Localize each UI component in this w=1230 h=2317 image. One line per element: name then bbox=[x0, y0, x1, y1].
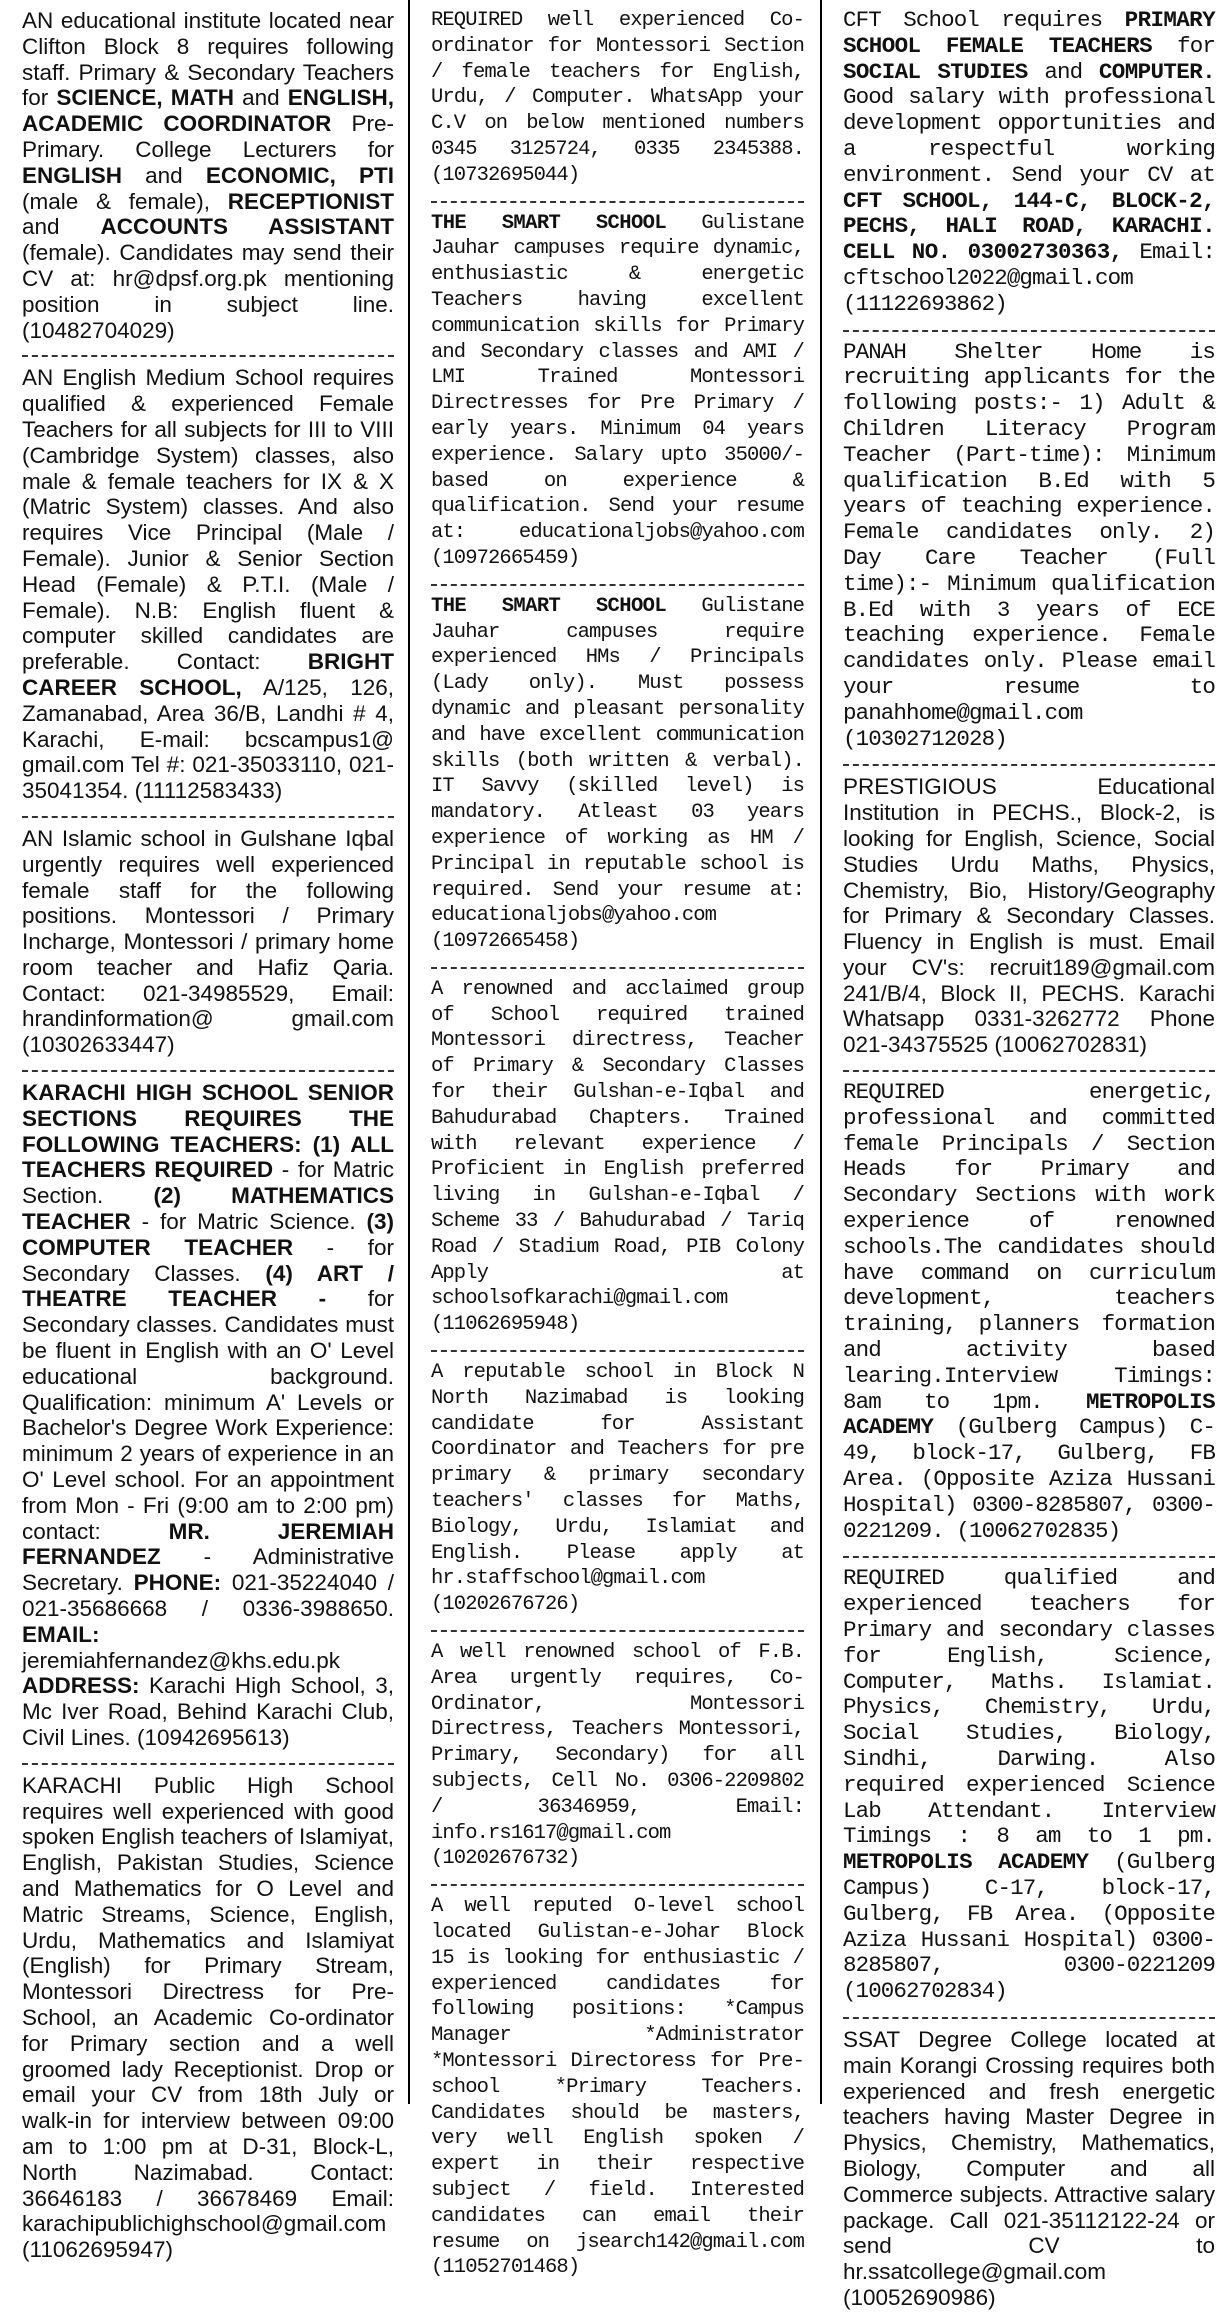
ad-text-bold: EMAIL: bbox=[22, 1621, 100, 1647]
ad-text-bold: (3) COMPUTER TEACHER bbox=[22, 1209, 394, 1260]
ad-text-bold: COMPUTER. bbox=[1098, 58, 1216, 85]
ad-text-bold: CFT SCHOOL, 144-C, BLOCK-2, PECHS, HALI ROAD, KARACHI. CELL NO. 03002730363, bbox=[843, 187, 1215, 266]
ad-text: KARACHI Public High School requires well experienced with good spoken English teachers of Islamiyat, English, Pakistan Studies, Science and Mathematics for O Level and Matric Streams, Science, English, Urdu, Mathematics and Islamiyat (English) for Primary Stream, Montessori Directress for Pre-School, an Academic Co-ordinator for Primary section and a well groomed lady Receptionist. Drop or email your CV from 18th July or walk-in for interview between 09:00 am to 1:00 pm at D-31, Block-L, North Nazimabad. Contact: 36646183 / 36678469 Email: karachipublichighschool@gmail.com (11062695947) bbox=[22, 1772, 394, 2263]
ad-text: - for Matric Section. bbox=[22, 1157, 394, 1209]
classified-ad bbox=[431, 594, 804, 961]
ad-separator bbox=[843, 764, 1215, 766]
ad-text: and bbox=[122, 162, 206, 188]
classified-ad bbox=[22, 1773, 394, 2269]
ad-text: SSAT Degree College located at main Korangi Crossing requires both experienced and fresh energetic teachers having Master Degree in Physics, Chemistry, Mathematics, Biology, Computer and all Commerce subjects. Attractive salary package. Call 021-35112122-24 or send CV to hr.ssatcollege@gmail.com (10052690986) bbox=[843, 2026, 1215, 2310]
classified-ad bbox=[22, 826, 394, 1064]
ad-text: AN English Medium School requires qualified & experienced Female Teachers for all subjects for III to VIII (Cambridge System) classes, also male & female teachers for IX & X (Matric System) classes. And also requires Vice Principal (Male / Female). Junior & Senior Section Head (Female) & P.T.I. (Male / Female). N.B: English fluent & computer skilled candidates are preferable. Contact: bbox=[22, 365, 394, 675]
ad-text: A well renowned school of F.B. Area urgently requires, Co-Ordinator, Montessori Directress, Teachers Montessori, Primary, Secondary) for all subjects, Cell No. 0306-2209802 / 36346959, Email: info.rs1617@gmail.com (10202676732) bbox=[431, 1641, 804, 1871]
ad-text: (female). Candidates may send their CV at: hr@dpsf.org.pk mentioning position in subject line. (10482704029) bbox=[22, 240, 394, 343]
column-2 bbox=[431, 8, 804, 2280]
ad-separator bbox=[431, 967, 804, 969]
classified-ad bbox=[843, 1566, 1215, 2011]
ad-text: A/125, 126, Zamanabad, Area 36/B, Landhi # 4, Karachi, E-mail: bcscampus1@ gmail.com Tel #: 021-35033110, 021-35041354. (11112583433) bbox=[22, 674, 394, 804]
ad-text: PANAH Shelter Home is recruiting applicants for the following posts:- 1) Adult & Children Literacy Program Teacher (Part-time): Minimum qualification B.Ed with 5 years of teaching experience. Female candidates only. 2) Day Care Teacher (Full time):- Minimum qualification B.Ed with 3 years of ECE teaching experience. Female candidates only. Please email your resume to panahhome@gmail.com (10302712028) bbox=[843, 338, 1215, 752]
ad-separator bbox=[431, 201, 804, 203]
ad-text-bold: KARACHI HIGH SCHOOL SENIOR SECTIONS REQUIRES THE FOLLOWING TEACHERS: (1) ALL TEACHERS REQUIRED bbox=[22, 1080, 394, 1183]
ad-separator bbox=[843, 1070, 1215, 1072]
ad-text: 021-35224040 / 021-35686668 / 0336-3988650. bbox=[22, 1570, 394, 1622]
classified-ad bbox=[22, 1080, 394, 1757]
classified-ad bbox=[431, 211, 804, 578]
ad-text: (male & female), bbox=[22, 188, 228, 214]
ad-text: REQUIRED qualified and experienced teachers for Primary and secondary classes for English, Science, Computer, Maths. Islamiat. Physics, Chemistry, Urdu, Social Studies, Biology, Sindhi, Darwing. Also required experienced Science Lab Attendant. Interview Timings : 8 am to 1 pm. bbox=[843, 1565, 1215, 1850]
ad-text: A renowned and acclaimed group of School required trained Montessori directress, Teacher of Primary & Secondary Classes for their Gulshan-e-Iqbal and Bahudurabad Chapters. Trained with relevant experience / Proficient in English preferred living in Gulshan-e-Iqbal / Scheme 33 / Bahudurabad / Tariq Road / Stadium Road, PIB Colony Apply at schoolsofkarachi@gmail.com (11062695948) bbox=[431, 977, 804, 1337]
ad-text: and bbox=[1027, 58, 1099, 85]
ad-text-bold: ACCOUNTS ASSISTANT bbox=[100, 214, 395, 240]
classified-ad bbox=[431, 1360, 804, 1624]
ad-separator bbox=[22, 1070, 394, 1072]
ad-separator bbox=[431, 584, 804, 586]
ad-text: for bbox=[1152, 32, 1215, 59]
ad-text: PRESTIGIOUS Educational Institution in PECHS., Block-2, is looking for English, Science, Social Studies Urdu Maths, Physics, Chemistry, Bio, History/Geography for Primary & Secondary Classes. Fluency in English is must. Email your CV's: recruit189@gmail.com 241/B/4, Block II, PECHS. Karachi Whatsapp 0331-3262772 Phone 021-34375525 (10062702831) bbox=[843, 774, 1215, 1058]
classified-ad bbox=[843, 774, 1215, 1064]
ad-separator bbox=[843, 1556, 1215, 1558]
column-rule bbox=[820, 0, 822, 2104]
ad-text-bold: METROPOLIS ACADEMY bbox=[843, 1388, 1215, 1441]
ad-text: CFT School requires bbox=[843, 7, 1125, 33]
ad-text: - for Secondary Classes. bbox=[22, 1234, 394, 1286]
ad-text-bold: (4) ART / THEATRE TEACHER - bbox=[22, 1260, 394, 1312]
classified-ad bbox=[843, 1080, 1215, 1550]
ad-text-bold: RECEPTIONIST bbox=[227, 188, 394, 214]
ad-text: A well reputed O-level school located Gulistan-e-Johar Block 15 is looking for enthusiastic / experienced candidates for following positions: *Campus Manager *Administrator *Montessori Directoress for Pre-school *Primary Teachers. Candidates should be masters, very well English spoken / expert in their respective subject / field. Interested candidates can email their resume on jsearch142@gmail.com (11052701468) bbox=[431, 1895, 804, 2280]
column-3 bbox=[843, 7, 1216, 2310]
ad-text: AN educational institute located near Clifton Block 8 requires following staff. Primary & Secondary Teachers for bbox=[22, 8, 394, 111]
ad-text-bold: BRIGHT CAREER SCHOOL, bbox=[22, 649, 394, 700]
ad-text: (Gulberg Campus) C-49, block-17, Gulberg, FB Area. (Opposite Aziza Hussani Hospital) 0300-8285807, 0300-0221209. (10062702835) bbox=[843, 1414, 1215, 1544]
ad-text: (Gulberg Campus) C-17, block-17, Gulberg, FB Area. (Opposite Aziza Hussani Hospital) 0300-8285807, 0300-0221209 (10062702834) bbox=[843, 1849, 1215, 2005]
classified-ad bbox=[431, 1894, 804, 2287]
ad-text: Gulistane Jauhar campuses require dynamic, enthusiastic & energetic Teachers having excellent communication skills for Primary and Secondary classes and AMI / LMI Trained Montessori Directresses for Pre Primary / early years. Minimum 04 years experience. Salary upto 35000/- based on experience & qualification. Send your resume at: educationaljobs@yahoo.com (10972665459) bbox=[431, 211, 804, 570]
ad-separator bbox=[431, 1884, 804, 1886]
ad-text: for Secondary classes. Candidates must be fluent in English with an O' Level educational background. Qualification: minimum A' Levels or Bachelor's Degree Work Experience: minimum 2 years of experience in an O' Level school. For an appointment from Mon - Fri (9:00 am to 2:00 pm) contact: bbox=[22, 1286, 395, 1544]
ad-text-bold: MR. JEREMIAH FERNANDEZ bbox=[22, 1518, 394, 1570]
ad-separator bbox=[843, 330, 1215, 332]
ad-separator bbox=[22, 1763, 394, 1765]
ad-text-bold: (2) MATHEMATICS TEACHER bbox=[22, 1183, 394, 1235]
ad-text-bold: ENGLISH, ACADEMIC COORDINATOR bbox=[22, 85, 394, 137]
ad-text-bold: ECONOMIC, PTI bbox=[205, 162, 394, 188]
ad-text-bold: THE SMART SCHOOL bbox=[431, 211, 667, 235]
ad-text-bold: METROPOLIS ACADEMY bbox=[843, 1849, 1089, 1876]
ad-separator bbox=[22, 816, 394, 818]
ad-text: - Administrative Secretary. bbox=[22, 1544, 394, 1596]
ad-text: AN Islamic school in Gulshane Iqbal urgently requires well experienced female staff for the following positions. Montessori / Primary Incharge, Montessori / primary home room teacher and Hafiz Qaria. Contact: 021-34985529, Email: hrandinformation@ gmail.com (10302633447) bbox=[22, 825, 394, 1058]
ad-separator bbox=[22, 355, 394, 357]
ad-text-bold: PHONE: bbox=[133, 1570, 222, 1596]
classified-ad bbox=[431, 1640, 804, 1878]
classified-ad bbox=[22, 365, 394, 810]
classified-ad bbox=[843, 340, 1215, 759]
ad-separator bbox=[431, 1350, 804, 1352]
ad-separator bbox=[431, 1630, 804, 1632]
ad-text: A reputable school in Block N North Nazimabad is looking candidate for Assistant Coordinator and Teachers for pre primary & primary secondary teachers' classes for Maths, Biology, Urdu, Islamiat and English. Please apply at hr.staffschool@gmail.com (10202676726) bbox=[431, 1361, 804, 1617]
ad-text-bold: THE SMART SCHOOL bbox=[431, 594, 667, 618]
classified-ad bbox=[431, 977, 804, 1344]
ad-text: Karachi High School, 3, Mc Iver Road, Behind Karachi Club, Civil Lines. (10942695613) bbox=[22, 1673, 394, 1750]
ad-text-bold: PRIMARY SCHOOL FEMALE TEACHERS bbox=[843, 7, 1215, 59]
ad-text: - for Matric Science. bbox=[130, 1209, 367, 1235]
ad-text: REQUIRED energetic, professional and committed female Principals / Section Heads for Primary and Secondary Sections with work experience of renowned schools.The candidates should have command on curriculum development, teachers training, planners formation and activity based learing.Interview Timings: 8am to 1pm. bbox=[843, 1079, 1215, 1415]
ad-text-bold: SCIENCE, MATH bbox=[56, 85, 235, 111]
classified-ad bbox=[843, 8, 1215, 324]
ad-text: Gulistane Jauhar campuses require experienced HMs / Principals (Lady only). Must possess dynamic and pleasant personality and have excellent communication skills (both written & verbal). IT Savvy (skilled level) is mandatory. Atleast 03 years experience of working as HM / Principal in reputable school is required. Send your resume at: educationaljobs@yahoo.com (10972665458) bbox=[431, 594, 804, 954]
ad-text: and bbox=[234, 85, 288, 111]
ad-text-bold: ADDRESS: bbox=[22, 1673, 140, 1699]
ad-text: Pre-Primary. College Lecturers for bbox=[22, 111, 394, 162]
ad-text: Good salary with professional development opportunities and a respectful working environment. Send your CV at bbox=[843, 84, 1215, 188]
classified-ad bbox=[22, 8, 394, 349]
ad-text-bold: SOCIAL STUDIES bbox=[843, 58, 1028, 85]
ad-text: and bbox=[22, 214, 101, 240]
ad-text: Email: cftschool2022@gmail.com (11122693862) bbox=[843, 239, 1215, 317]
classified-ad bbox=[431, 8, 804, 195]
ad-text: REQUIRED well experienced Co-ordinator for Montessori Section / female teachers for English, Urdu, / Computer. WhatsApp your C.V on below mentioned numbers 0345 3125724, 0335 2345388. (10732695044) bbox=[431, 9, 804, 187]
ad-text-bold: ENGLISH bbox=[22, 162, 123, 188]
ad-separator bbox=[843, 2017, 1215, 2019]
ad-text: jeremiahfernandez@khs.edu.pk bbox=[22, 1647, 341, 1673]
column-rule bbox=[408, 0, 410, 2104]
column-1 bbox=[22, 8, 395, 2263]
classified-ad bbox=[843, 2027, 1215, 2317]
